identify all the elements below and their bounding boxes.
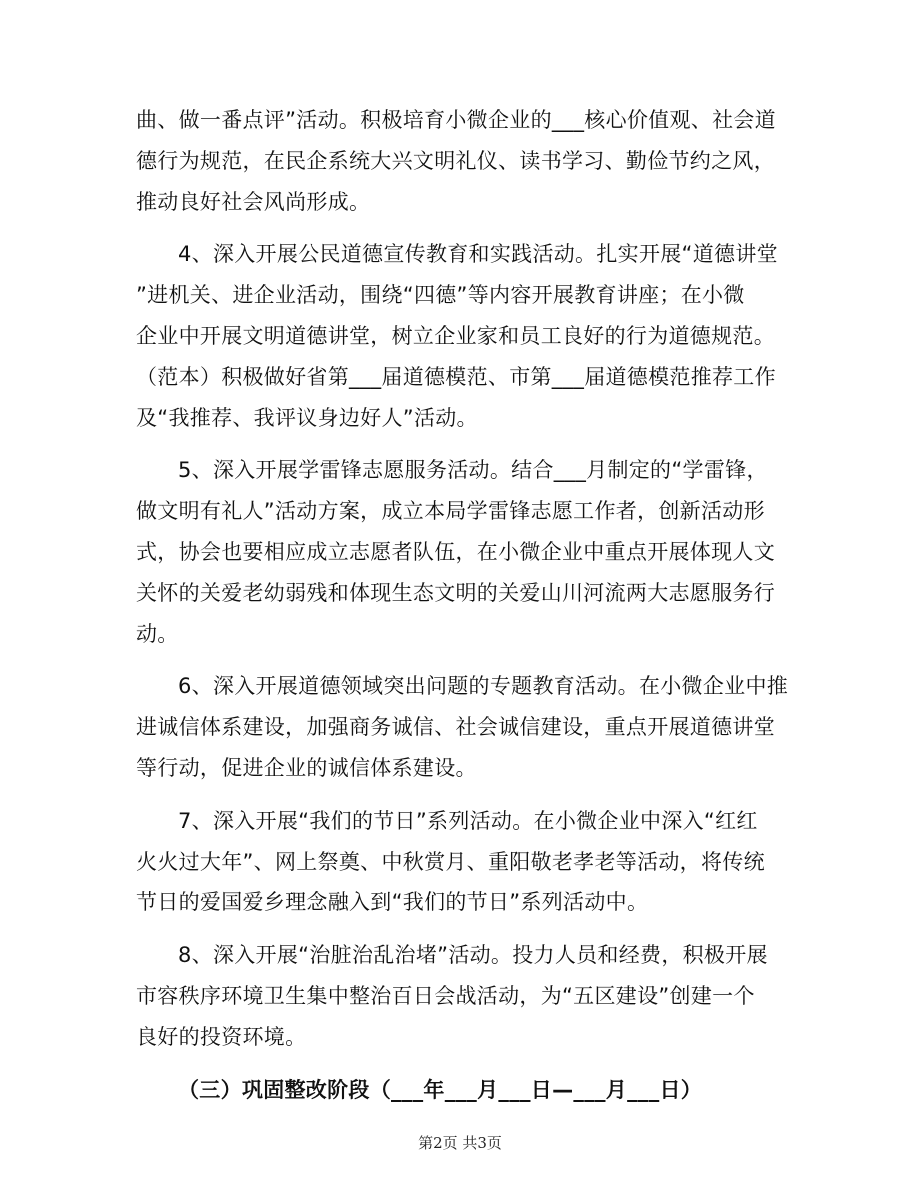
text-line: 做文明有礼人”活动方案，成立本局学雷锋志愿工作者，创新活动形 (136, 499, 765, 524)
text-line: 良好的投资环境。 (136, 1024, 307, 1049)
paragraph (136, 234, 786, 438)
text-line: 火火过大年”、网上祭奠、中秋赏月、重阳敬老孝老等活动，将传统 (136, 849, 765, 874)
text-line: 等行动，促进企业的诚信体系建设。 (136, 755, 477, 780)
paragraph (136, 100, 786, 222)
text-line: （范本）积极做好省第___届道德模范、市第___届道德模范推荐工作 (136, 364, 776, 389)
text-line: 关怀的关爱老幼弱残和体现生态文明的关爱山川河流两大志愿服务行 (136, 580, 775, 605)
text-line: 企业中开展文明道德讲堂，树立企业家和员工良好的行为道德规范。 (136, 323, 775, 348)
text-line: 7、深入开展“我们的节日”系列活动。在小微企业中深入“红红 (178, 808, 758, 833)
text-line: 节日的爱国爱乡理念融入到“我们的节日”系列活动中。 (136, 890, 649, 915)
text-line: 曲、做一番点评”活动。积极培育小微企业的___核心价值观、社会道 (136, 108, 776, 132)
text-line: 推动良好社会风尚形成。 (136, 189, 371, 214)
paragraph (136, 450, 786, 654)
page-number-footer: 第2页 共3页 (418, 1134, 502, 1152)
text-line: 动。 (136, 621, 179, 646)
paragraph (136, 935, 786, 1057)
paragraph (136, 666, 789, 788)
text-line: 式，协会也要相应成立志愿者队伍，在小微企业中重点开展体现人文 (136, 539, 775, 564)
text-line: ”进机关、进企业活动，围绕“四德”等内容开展教育讲座；在小微 (136, 283, 745, 308)
text-line: 德行为规范，在民企系统大兴文明礼仪、读书学习、勤俭节约之风， (136, 148, 775, 173)
text-line: 市容秩序环境卫生集中整治百日会战活动，为“五区建设”创建一个 (136, 983, 755, 1008)
text-line: 进诚信体系建设，加强商务诚信、社会诚信建设，重点开展道德讲堂 (136, 715, 775, 740)
document-body (136, 100, 789, 1110)
text-line: 及“我推荐、我评议身边好人”活动。 (136, 405, 478, 430)
text-line: 8、深入开展“治脏治乱治堵”活动。投力人员和经费，积极开展 (178, 943, 768, 968)
text-line: 4、深入开展公民道德宣传教育和实践活动。扎实开展“道德讲堂 (178, 242, 778, 267)
paragraph (136, 801, 786, 923)
text-line: 6、深入开展道德领域突出问题的专题教育活动。在小微企业中推 (178, 674, 789, 699)
text-line: 5、深入开展学雷锋志愿服务活动。结合___月制定的“学雷锋， (178, 458, 768, 483)
section-heading: （三）巩固整改阶段（___年___月___日—___月___日） (178, 1077, 703, 1102)
